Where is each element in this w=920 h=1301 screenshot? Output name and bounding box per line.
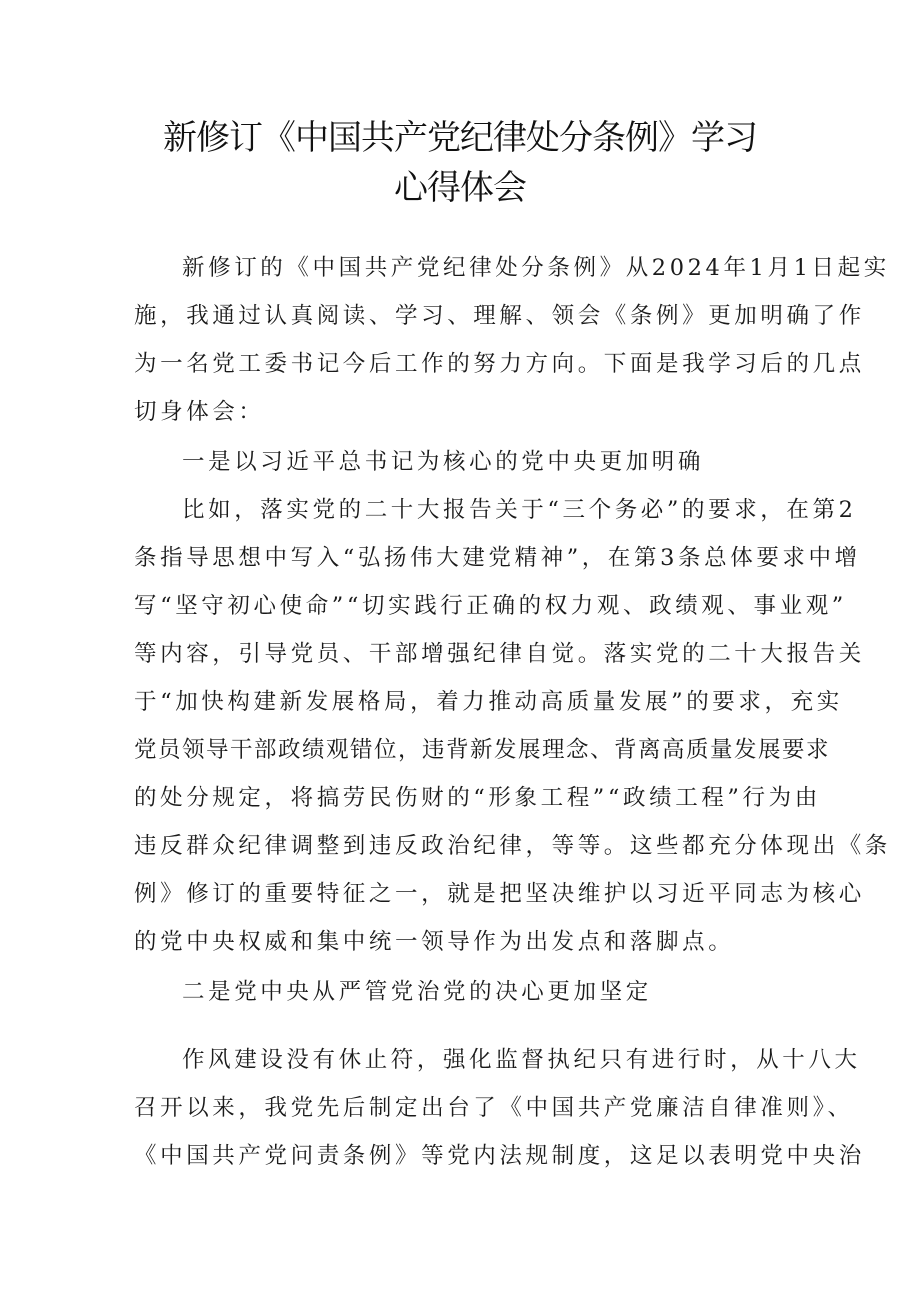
body-line-7: 条指导思想中写入“弘扬伟大建党精神”，在第3条总体要求中增 [134, 545, 861, 571]
body-line-15: 的党中央权威和集中统一领导作为出发点和落脚点。 [134, 929, 735, 955]
body-line-6: 比如，落实党的二十大报告关于“三个务必”的要求，在第2 [182, 497, 857, 523]
body-line-9: 等内容，引导党员、干部增强纪律自觉。落实党的二十大报告关 [134, 641, 865, 667]
body-line-3: 为一名党工委书记今后工作的努力方向。下面是我学习后的几点 [134, 351, 865, 377]
body-line-13: 违反群众纪律调整到违反政治纪律，等等。这些都充分体现出《条 [134, 833, 891, 859]
document-title-line-1: 新修订《中国共产党纪律处分条例》学习 [163, 118, 757, 158]
section-heading-1: 一是以习近平总书记为核心的党中央更加明确 [182, 449, 705, 475]
body-line-1: 新修订的《中国共产党纪律处分条例》从2024年1月1日起实 [182, 255, 890, 281]
body-line-14: 例》修订的重要特征之一，就是把坚决维护以习近平同志为核心 [134, 881, 865, 907]
body-line-4: 切身体会： [134, 399, 265, 425]
body-line-18: 召开以来，我党先后制定出台了《中国共产党廉洁自律准则》、 [134, 1095, 854, 1121]
section-heading-2: 二是党中央从严管党治党的决心更加坚定 [182, 979, 652, 1005]
body-line-10: 于“加快构建新发展格局，着力推动高质量发展”的要求，充实 [134, 689, 843, 715]
body-line-2: 施，我通过认真阅读、学习、理解、领会《条例》更加明确了作 [134, 303, 865, 329]
body-line-11: 党员领导干部政绩观错位，违背新发展理念、背离高质量发展要求 [134, 737, 831, 763]
document-title-line-2: 心得体会 [394, 168, 526, 208]
body-line-8: 写“坚守初心使命”“切实践行正确的权力观、政绩观、事业观” [134, 593, 847, 619]
body-line-19: 《中国共产党问责条例》等党内法规制度，这足以表明党中央治 [134, 1143, 865, 1169]
body-line-17: 作风建设没有休止符，强化监督执纪只有进行时，从十八大 [182, 1047, 861, 1073]
body-line-12: 的处分规定，将搞劳民伤财的“形象工程”“政绩工程”行为由 [134, 785, 821, 811]
